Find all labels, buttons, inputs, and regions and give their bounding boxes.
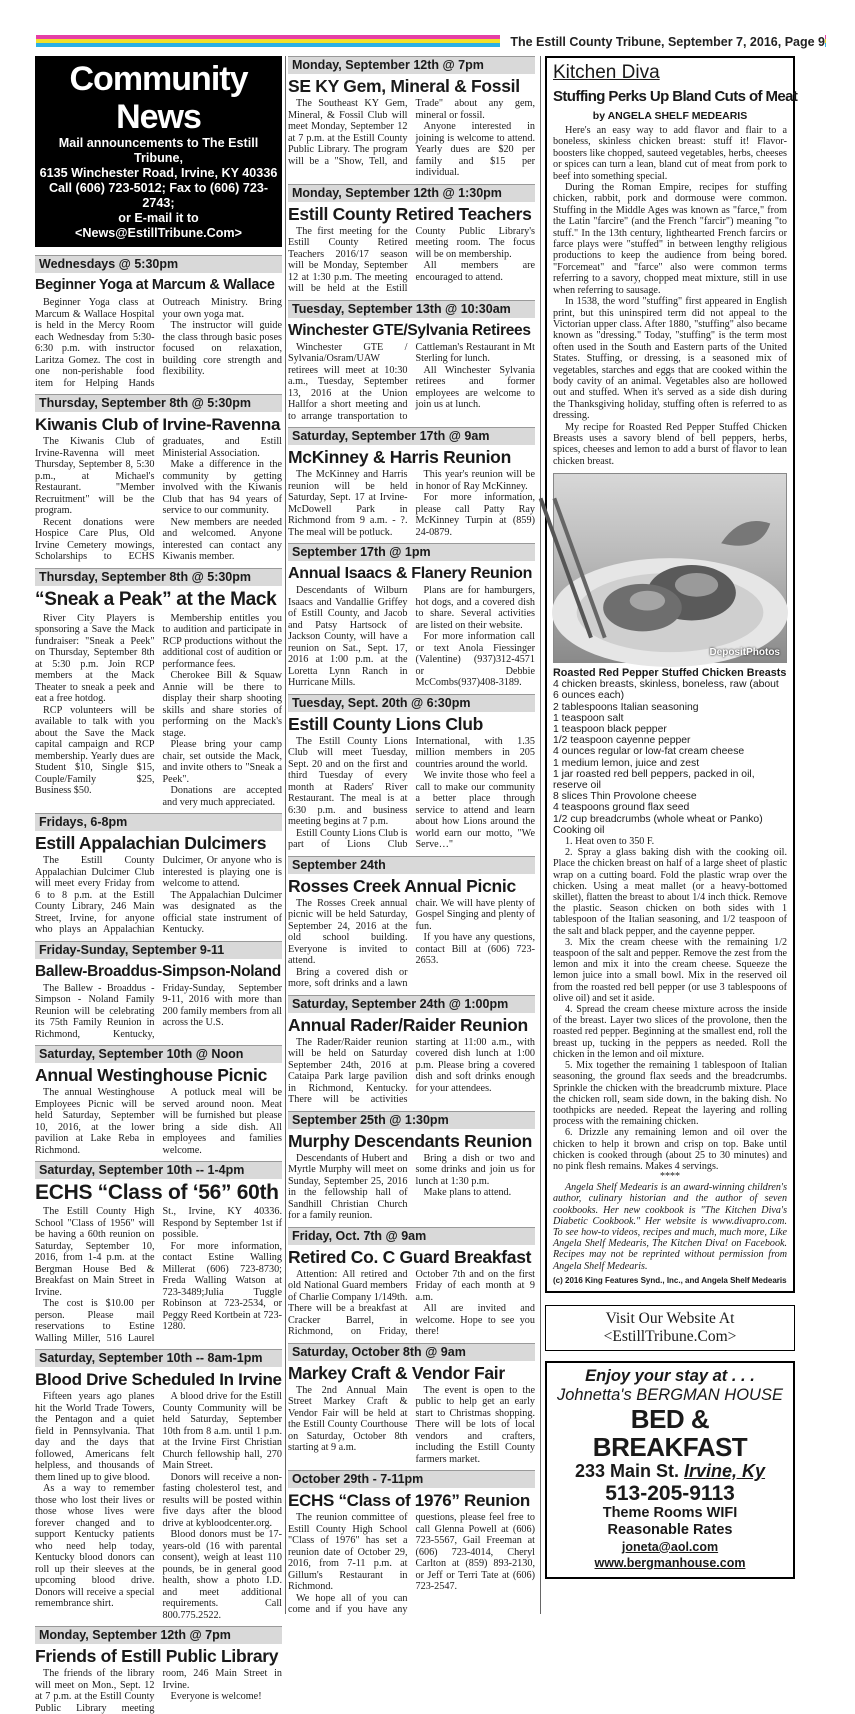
- community-news-title: Community News: [69, 60, 248, 136]
- contact-line: 6135 Winchester Road, Irvine, KY 40336: [39, 166, 278, 180]
- announcement-paragraph: All members are encouraged to attend.: [415, 260, 535, 283]
- announcement-headline: SE KY Gem, Mineral & Fossil: [288, 76, 520, 96]
- announcement: [35, 568, 282, 809]
- ingredient-item: Cooking oil: [553, 824, 605, 836]
- announcement: [288, 1111, 535, 1222]
- website-ad-line: Visit Our Website At: [605, 1309, 735, 1327]
- announcement-body: [288, 585, 535, 689]
- ingredient-item: 1 medium lemon, juice and zest: [553, 757, 700, 769]
- ingredient-item: 1 teaspoon salt: [553, 712, 624, 724]
- announcement-headline: Estill Appalachian Dulcimers: [35, 833, 267, 853]
- announcement-date: Saturday, October 8th @ 9am: [288, 1343, 535, 1361]
- announcement-date: Thursday, September 8th @ 5:30pm: [35, 568, 282, 586]
- announcement-paragraph: Winchester GTE / Sylvania/Osram/UAW retirees will meet at 10:30 a.m., Tuesday, September 13, 2016 at the Union Hallfor a short meeting and to arrange transportation to Cattleman's Restaurant in Mt Sterling for lunch.: [288, 341, 535, 422]
- bnb-phone: 513-205-9113: [605, 1481, 735, 1505]
- announcement-headline: ECHS “Class of 1976” Reunion: [288, 1491, 530, 1510]
- bnb-tagline: Enjoy your stay at . . .: [585, 1366, 755, 1385]
- contact-line: Mail announcements to The Estill Tribune,: [58, 136, 259, 165]
- intro-paragraph: During the Roman Empire, recipes for stuffing chicken, rabbit, pork and dormouse were common. Stuffing in the Middle Ages was known as "farce," from the Latin "farcire" (and the French "farcir") meaning "to stuff." In the 13th century, lighthearted French farcirs or farce plays were "stuffed" in between lengthy religious productions to keep the audience from being bored. "Forcemeat" and "farce" also were common terms referring to a savory, chopped meat mixture, still in use when referring to sausage.: [553, 182, 787, 296]
- author-bio: Angela Shelf Medearis is an award-winning children's author, culinary historian and the author of seven cookbooks. Her new cookbook is "The Kitchen Diva's Diabetic Cookbook." Her website is www.divapro.com. To see how-to videos, recipes and much, much more, Like Angela Shelf Medearis, The Kitchen Diva! on Facebook. Recipes may not be reprinted without permission from Angela Shelf Medearis.: [553, 1182, 787, 1272]
- announcement-paragraph: The instructor will guide the class through basic poses focused on relaxation, building core strength and flexibility.: [162, 320, 282, 377]
- announcement: [288, 1343, 535, 1466]
- announcement: [35, 255, 282, 389]
- announcement-paragraph: The annual Westinghouse Employees Picnic will be held Saturday, September 10, 2016, at the lower pavilion at Lake Reba in Richmond.: [35, 1087, 155, 1156]
- announcement-paragraph: For more information call or text Anola Fiessinger (Valentine) (937)312-4571 or Debbie McCombs(937)408-3189.: [415, 631, 535, 688]
- announcement-body: [288, 98, 535, 179]
- bnb-feature: Theme Rooms WIFI: [602, 1504, 738, 1521]
- announcement-paragraph: The event is open to the public to help get an early start to Christmas shopping. There will be lots of local vendors and crafters, including the Estill County farmers market.: [415, 1384, 535, 1465]
- announcement-paragraph: The Rosses Creek annual picnic will be held Saturday, September 24, 2016 at the old school building. Everyone is invited to attend.: [288, 897, 408, 966]
- kitchen-diva-title: Kitchen Diva: [553, 62, 660, 83]
- announcement-paragraph: The Estill County Appalachian Dulcimer Club will meet every Friday from 6 to 8 p.m. at the Estill County Library, 246 Main Street, Irvine, for anyone who plays an Appalachian Dulcimer, Or anyone who is interested is playing one is welcome to attend.: [35, 855, 282, 935]
- announcement-paragraph: We hope all of you can come and if you have any questions, please feel free to call Glenna Powell at (606) 723-5567, Gail Freeman at (606) 723-4014, Cheryl Carlton at (859) 893-2130, or Jeff or Terri Tate at (606) 723-2547.: [288, 1512, 535, 1615]
- kitchen-diva-box: [545, 56, 798, 1293]
- announcement-headline: Annual Westinghouse Picnic: [35, 1065, 268, 1085]
- bed-breakfast-ad: [545, 1361, 795, 1579]
- announcement-paragraph: New members are needed and welcomed. Anyone interested can contact any Kiwanis member.: [162, 516, 282, 562]
- announcement-paragraph: River City Players is sponsoring a Save the Mack fundraiser: "Sneak a Peek" on Thursday, September 8th at 5:30 p.m. Join RCP members at the Mack Theater to sneak a peek and eat a free hotdog.: [35, 612, 155, 704]
- announcement-date: Saturday, September 10th -- 1-4pm: [35, 1161, 282, 1179]
- announcement-paragraph: All Winchester Sylvania retirees and former employees are welcome to join us at lunch.: [415, 364, 535, 410]
- announcement-body: [35, 613, 282, 809]
- announcement-body: [288, 1037, 535, 1106]
- announcement-paragraph: Bring a dish or two and some drinks and join us for lunch at 1:30 p.m.: [415, 1152, 535, 1187]
- announcement-paragraph: Membership entitles you to audition and participate in RCP productions without the additional cost of audition or performance fees.: [162, 612, 282, 670]
- announcement-date: October 29th - 7-11pm: [288, 1470, 535, 1488]
- announcement-paragraph: Fifteen years ago planes hit the World Trade Towers, the Pentagon and a quiet field in Pennsylvania. That day and the days that followed, Americans felt helpless, and thousands of them lined up to give blood.: [35, 1391, 155, 1483]
- announcement: [288, 1470, 535, 1616]
- ingredient-item: 4 chicken breasts, skinless, boneless, raw (about 6 ounces each): [553, 679, 779, 702]
- announcement-paragraph: Make a difference in the community by getting involved with the Kiwanis Club that has 94 years of service to our community.: [162, 459, 282, 516]
- announcement-headline: Estill County Lions Club: [288, 713, 484, 734]
- ingredient-item: 8 slices Thin Provolone cheese: [553, 791, 697, 803]
- announcement-body: [288, 1385, 535, 1466]
- announcement-date: Thursday, September 8th @ 5:30pm: [35, 394, 282, 412]
- announcement-headline: Rosses Creek Annual Picnic: [288, 875, 516, 896]
- announcement-paragraph: Estill County Lions Club is part of Lions Club International, with 1.35 million members in 205 countries around the world.: [288, 735, 535, 850]
- announcement-body: [288, 1153, 535, 1222]
- announcement-paragraph: For more information, please call Patty Ray McKinney Turpin at (859) 24-0879.: [415, 492, 535, 538]
- announcement: [35, 941, 282, 1041]
- ingredient-item: 2 tablespoons Italian seasoning: [553, 701, 699, 713]
- announcement-paragraph: A blood drive for the Estill County Community will be held Saturday, September 10th from 8 a.m. until 1 p.m. at the Irvine First Christian Church fellowship hall, 270 Main Street.: [162, 1391, 282, 1471]
- announcement: [35, 394, 282, 563]
- announcement: [35, 1161, 282, 1344]
- announcement-paragraph: Everyone is welcome!: [170, 1691, 262, 1702]
- announcement-date: Fridays, 6-8pm: [35, 813, 282, 831]
- announcement-paragraph: As a way to remember those who lost their lives or those whose lives were forever changed and to support Kentucky patients who need help today, Kentucky blood donors can roll up their sleeves at the upcoming blood drive. Donors will receive a special remembrance shirt.: [35, 1483, 155, 1609]
- contact-line: or E-mail it to <News@EstillTribune.Com>: [75, 211, 242, 240]
- ingredient-item: 1 teaspoon black pepper: [553, 724, 667, 735]
- ingredient-item: 4 ounces regular or low-fat cream cheese: [553, 746, 745, 758]
- announcement-paragraph: The Kiwanis Club of Irvine-Ravenna will meet Thursday, September 8, 5:30 p.m., at Michael's Restaurant. "Member Recruitment" will be the program.: [35, 436, 155, 516]
- announcement: [288, 856, 535, 990]
- recipe-step: 2. Spray a glass baking dish with the cooking oil. Place the chicken breast on half of a large sheet of plastic wrap on a cutting board. Fold the plastic wrap over the chicken. Using a meat mallet (or a heavy-bottomed skillet), flatten the breast to about 1/4 inch thick. Remove the plastic. Season chicken on both sides with 1 tablespoon of the Italian seasoning, and 1/2 teaspoon of the salt and black pepper, and the cayenne pepper.: [553, 847, 787, 937]
- announcement-paragraph: We invite those who feel a call to make our community a better place through service to attend and learn about how Lions around the world earn our motto, "We Serve…": [415, 770, 535, 850]
- community-news-box: [35, 56, 282, 247]
- contact-line: Call (606) 723-5012; Fax to (606) 723-2743;: [48, 181, 269, 210]
- announcement-paragraph: The Appalachian Dulcimer was designated as the official state instrument of Kentucky.: [162, 889, 282, 935]
- announcement-body: [35, 1206, 282, 1344]
- announcement-headline: Kiwanis Club of Irvine-Ravenna: [35, 415, 281, 434]
- announcement-paragraph: The first meeting for the Estill County Retired Teachers 2016/17 season will be Monday, September 12 at 1:30 p.m. The meeting will be held at the Estill County Public Library's meeting room. The focus will be on membership.: [288, 225, 535, 294]
- announcement-paragraph: The Rader/Raider reunion will be held on Saturday September 24th, 2016 at Cataipa Park large pavilion in Richmond, Kentucky. There will be activities starting at 11:00 a.m., with covered dish lunch at 1:00 p.m. Please bring a covered dish and soft drinks enough for your attendees.: [288, 1036, 535, 1105]
- announcement-paragraph: For more information, contact Estine Walling Millerat (606) 723-8730; Freda Walling Watson at 723-3489;Julia Tuggle Robinson at 723-2534, or Peggy Reed Kortbein at 723-1280.: [162, 1240, 282, 1332]
- announcement-headline: Winchester GTE/Sylvania Retirees: [288, 321, 531, 339]
- announcement-date: Friday, Oct. 7th @ 9am: [288, 1227, 535, 1245]
- column-divider: [540, 56, 541, 1614]
- announcement-headline: ECHS “Class of ‘56” 60th: [35, 1181, 279, 1204]
- chicken-dish-photo: [553, 473, 787, 663]
- announcement-paragraph: Attention: All retired and old National Guard members of Charlie Company 1/149th. There will be a breakfast at Cracker Barrel, in Richmond, on Friday, October 7th and on the first Friday of each month at 9 a.m.: [288, 1268, 535, 1337]
- announcement-headline: Murphy Descendants Reunion: [288, 1130, 533, 1151]
- copyright: (c) 2016 King Features Synd., Inc., and Angela Shelf Medearis: [553, 1275, 787, 1285]
- announcement-body: [35, 436, 282, 563]
- column-3: [545, 56, 798, 1614]
- announcement-date: Saturday, September 10th @ Noon: [35, 1045, 282, 1063]
- announcement-paragraph: A potluck meal will be served around noon. Meat will be furnished but please bring a side dish. All employees and families welcome.: [162, 1087, 282, 1156]
- ingredient-item: 1/2 teaspoon cayenne pepper: [553, 735, 691, 747]
- announcement-paragraph: Bring a covered dish or more, soft drinks and a lawn chair. We will have plenty of Gospel Singing and plenty of fun.: [288, 897, 535, 989]
- announcement-paragraph: The 2nd Annual Main Street Markey Craft & Vendor Fair will be held at the Estill County Courthouse on Saturday, October 8th starting at 9 a.m.: [288, 1384, 408, 1453]
- bnb-contact-links[interactable]: joneta@aol.com www.bergmanhouse.com: [594, 1539, 746, 1570]
- column-1: [35, 56, 282, 1714]
- announcement-paragraph: This year's reunion will be in honor of Ray McKinney.: [415, 469, 535, 492]
- announcement-date: Saturday, September 17th @ 9am: [288, 427, 535, 445]
- announcement: [288, 427, 535, 538]
- bnb-city: Irvine, Ky: [684, 1460, 766, 1481]
- announcement: [288, 300, 535, 423]
- announcement: [288, 995, 535, 1106]
- announcement-body: [35, 983, 282, 1041]
- announcement-paragraph: Blood donors must be 17-years-old (16 with parental consent), weigh at least 110 pounds, be in general good health, show a photo I.D. and meet additional requirements. Call 800.775.2522.: [162, 1529, 282, 1621]
- announcement-paragraph: RCP volunteers will be available to talk with you about the Save the Mack capital campaign and RCP membership. Yearly dues are Student $10, Single $15, Couple/Family $25, Business $50.: [35, 704, 155, 796]
- announcement-headline: Ballew-Broaddus-Simpson-Noland: [35, 962, 281, 980]
- ingredient-item: 4 teaspoons ground flax seed: [553, 802, 690, 814]
- announcement-body: [35, 1668, 282, 1714]
- recipe-step: 1. Heat oven to 350 F.: [565, 836, 655, 848]
- announcement: [288, 184, 535, 295]
- column-2: [288, 56, 535, 1614]
- announcement-body: [288, 898, 535, 990]
- announcement-headline: Blood Drive Scheduled In Irvine: [35, 1370, 282, 1389]
- announcement: [288, 694, 535, 851]
- announcement-date: Wednesdays @ 5:30pm: [35, 255, 282, 273]
- announcement: [35, 1045, 282, 1156]
- announcement-body: [35, 855, 282, 936]
- announcement-headline: Estill County Retired Teachers: [288, 203, 532, 224]
- announcement: [288, 543, 535, 689]
- announcement-date: September 24th: [288, 856, 535, 874]
- announcement: [35, 1349, 282, 1621]
- ingredient-item: 1/2 cup breadcrumbs (whole wheat or Panko): [553, 813, 763, 825]
- photo-illustration: [554, 474, 786, 662]
- announcement-paragraph: Make plans to attend.: [423, 1187, 512, 1198]
- announcement-paragraph: The McKinney and Harris reunion will be held Saturday, Sept. 17 at Irvine-McDowell Park in Richmond from 9 a.m. - ?. The meal will be potluck.: [288, 469, 408, 538]
- announcement-headline: Annual Isaacs & Flanery Reunion: [288, 565, 533, 582]
- announcement-paragraph: Donors will receive a non-fasting cholesterol test, and results will be posted within five days after the blood drive at kybloodcenter.org.: [162, 1471, 282, 1529]
- intro-paragraph: Here's an easy way to add flavor and flair to a boneless, skinless chicken breast: stuff it! Flavor-boosters like chopped, sauteed vegetables, herbs, cheeses or spices can turn a lean, bland cut of meat from pork to beef into something special.: [553, 125, 787, 182]
- website-ad: [545, 1305, 795, 1351]
- col1-announcements: [35, 255, 282, 1714]
- announcement-body: [288, 1269, 535, 1338]
- announcement-date: Tuesday, September 13th @ 10:30am: [288, 300, 535, 318]
- announcement: [288, 56, 535, 179]
- announcement-headline: Beginner Yoga at Marcum & Wallace: [35, 277, 275, 293]
- announcement: [288, 1227, 535, 1338]
- announcement-paragraph: Cherokee Bill & Squaw Annie will be there to display their sharp shooting skills and share stories of performing on the Mack's stage.: [162, 670, 282, 739]
- announcement-date: Monday, September 12th @ 1:30pm: [288, 184, 535, 202]
- kitchen-diva-headline: Stuffing Perks Up Bland Cuts of Meat: [553, 88, 798, 105]
- announcement-paragraph: If you have any questions, contact Bill at (606) 723-2653.: [415, 932, 535, 966]
- recipe-step: 6. Drizzle any remaining lemon and oil over the chicken to help it brown and crisp on top. Bake until chicken is cooked through (about 25 to 30 minutes) and no pink flesh remains. Makes 4 servings.: [553, 1127, 787, 1172]
- announcement-body: [35, 1087, 282, 1156]
- announcement-headline: “Sneak a Peak” at the Mack: [35, 588, 277, 610]
- bnb-street: 233 Main St.: [574, 1460, 679, 1481]
- page-header: The Estill County Tribune, September 7, 2016, Page 9: [500, 35, 825, 49]
- announcement-date: Monday, September 12th @ 7pm: [288, 56, 535, 74]
- intro-paragraph: In 1538, the word "stuffing" first appeared in English print, but this uninspired term did not appeal to the Victorian upper class. After 1880, "stuffing" also became known as "dressing." Today, "stuffing" is the term most often used in the South and Eastern parts of the United States. Stuffing, or dressing, is a seasoned mix of vegetables, starches and eggs that are cooked within the body cavity of an animal. Vegetables also are hollowed out and stuffed. When it's served as a side dish during the Thanksgiving holiday, stuffing often is referred to as dressing.: [553, 296, 787, 422]
- bnb-address: [551, 1461, 789, 1482]
- column-divider: [285, 56, 286, 1614]
- col2-announcements: [288, 56, 535, 1616]
- kitchen-intro: [553, 125, 787, 467]
- announcement: [35, 813, 282, 936]
- bnb-title: BED & BREAKFAST: [592, 1403, 748, 1462]
- announcement-paragraph: Anyone interested in joining is welcome to attend. Yearly dues are $20 per family and $15 per individual.: [415, 121, 535, 178]
- announcement-paragraph: The friends of the library will meet on Mon., Sept. 12 at 7 p.m. at the Estill County Public Library meeting room, 246 Main Street in Irvine.: [35, 1668, 282, 1714]
- announcement-paragraph: Beginner Yoga class at Marcum & Wallace Hospital is held in the Mercy Room each Wednesday from 5:30-6:30 p.m. with instructor Laritza Gomez. The cost in one non-perishable food item for Helping Hands Outreach Ministry. Bring your own yoga mat.: [35, 297, 282, 389]
- announcement-date: Tuesday, Sept. 20th @ 6:30pm: [288, 694, 535, 712]
- announcement-paragraph: The cost is $10.00 per person. Please mail reservations to Estine Walling Miller, 516 Laurel St., Irvine, KY 40336. Respond by September 1st if possible.: [35, 1206, 282, 1344]
- bnb-name: Johnetta's BERGMAN HOUSE: [557, 1385, 783, 1404]
- announcement-headline: Markey Craft & Vendor Fair: [288, 1362, 505, 1383]
- section-stars: ****: [660, 1171, 680, 1183]
- announcement-paragraph: Donations are accepted and very much appreciated.: [162, 785, 282, 808]
- website-ad-url[interactable]: <EstillTribune.Com>: [603, 1327, 737, 1345]
- announcement-date: Saturday, September 10th -- 8am-1pm: [35, 1349, 282, 1367]
- intro-paragraph: My recipe for Roasted Red Pepper Stuffed Chicken Breasts uses a savory blend of bell peppers, herbs, spices, cheeses and lemon to add a burst of flavor to lean chicken breast.: [553, 421, 787, 467]
- ingredient-item: 1 jar roasted red bell peppers, packed in oil, reserve oil: [553, 768, 755, 792]
- announcement-paragraph: The Estill County High School "Class of 1956" will be having a 60th reunion on Saturday, September 10, 2016, from 1-4 p.m. at the Bergman House Bed & Breakfast on Main Street in Irvine.: [35, 1206, 155, 1298]
- recipe-steps: [553, 836, 787, 1172]
- announcement-paragraph: The Estill County Lions Club will meet Tuesday, Sept. 20 and on the first and third Tuesday of every month at Raders' River Restaurant. The meal is at 6:30 p.m. and business meeting begins at 7 p.m.: [288, 735, 408, 827]
- announcement-paragraph: Plans are for hamburgers, hot dogs, and a covered dish to share. Several activities are listed on their website.: [415, 585, 535, 631]
- announcement-headline: McKinney & Harris Reunion: [288, 447, 511, 467]
- recipe-step: 4. Spread the cream cheese mixture across the inside of the breast. Layer two slices of the provolone, then the roasted red pepper. Beginning at the smallest end, roll the breast up, tucking in the peppers as needed. Roll the chicken in the lemon and oil mixture.: [553, 1004, 787, 1060]
- announcement-date: Monday, September 12th @ 7pm: [35, 1626, 282, 1644]
- announcement-body: [35, 1391, 282, 1621]
- announcement-date: Friday-Sunday, September 9-11: [35, 941, 282, 959]
- announcement-paragraph: The Southeast KY Gem, Mineral, & Fossil Club will meet Monday, September 12 at 7 p.m. at the Estill County Public Library. The program will be a "Show, Tell, and Trade" about any gem, mineral or fossil.: [288, 98, 535, 167]
- announcement-paragraph: Please bring your camp chair, set outside the Mack, and invite others to "Sneak a Peek".: [162, 739, 282, 785]
- announcement-paragraph: All are invited and welcome. Hope to see you there!: [415, 1303, 535, 1337]
- announcement-body: [288, 736, 535, 851]
- recipe-step: 3. Mix the cream cheese with the remaining 1/2 teaspoon of the salt and pepper. Remove the zest from the lemon and mix it into the cream cheese. Squeeze the lemon juice into a small bowl. Mix in the reserved oil from the roasted red bell pepper (or use 3 tablespoons of olive oil) and set it aside.: [553, 936, 787, 1004]
- announcement-body: [35, 297, 282, 389]
- announcement-body: [288, 226, 535, 295]
- byline: by ANGELA SHELF MEDEARIS: [592, 110, 748, 122]
- announcement-paragraph: The Ballew - Broaddus - Simpson - Noland Family Reunion will be celebrating its 75th Family Reunion in Richmond, Kentucky, Friday-Sunday, September 9-11, 2016 with more than 200 family members from all across the U.S.: [35, 982, 282, 1040]
- announcement-body: [288, 342, 535, 423]
- announcement-paragraph: Descendants of Wilburn Isaacs and Vandallie Griffey of Estill County, and Jacob and Patsy Hartsock of Jackson County, will have a reunion on Sat., Sept. 17, 2016 at 1:00 p.m. at the Loretta Lynn Ranch in Hurricane Mills.: [288, 585, 408, 688]
- announcement-headline: Retired Co. C Guard Breakfast: [288, 1246, 532, 1267]
- announcement-headline: Annual Rader/Raider Reunion: [288, 1014, 528, 1035]
- announcement-date: September 17th @ 1pm: [288, 543, 535, 561]
- announcement: [35, 1626, 282, 1714]
- announcement-paragraph: Recent donations were Hospice Care Plus, Old Irvine Cemetery mowings, Scholarships to ECHS graduates, and Estill Ministerial Association.: [35, 436, 282, 562]
- announcement-date: September 25th @ 1:30pm: [288, 1111, 535, 1129]
- announcement-paragraph: The reunion committee of Estill County High School "Class of 1976" has set a reunion date of October 29, 2016, from 7-11 p.m. at Gillum's Restaurant in Richmond.: [288, 1512, 408, 1592]
- announcement-body: [288, 469, 535, 538]
- recipe-title: Roasted Red Pepper Stuffed Chicken Breasts: [553, 667, 787, 680]
- announcement-body: [288, 1512, 535, 1616]
- announcement-date: Saturday, September 24th @ 1:00pm: [288, 995, 535, 1013]
- photo-credit: DepositPhotos: [709, 647, 780, 659]
- announcement-paragraph: Descendants of Hubert and Myrtle Murphy will meet on Sunday, September 25, 2016 in the fellowship hall of Sandhill Christian Church for a family reunion.: [288, 1152, 408, 1221]
- ingredients-list: [553, 679, 787, 836]
- recipe-step: 5. Mix together the remaining 1 tablespoon of Italian seasoning, the ground flax seeds and the breadcrumbs. Sprinkle the chicken with the breadcrumb mixture. Place the chicken roll, seam side down, in the baking dish. No toothpicks are needed. Repeat the layering and rolling process with the remaining chicken.: [553, 1060, 787, 1128]
- bnb-rates: Reasonable Rates: [607, 1521, 733, 1538]
- announcement-headline: Friends of Estill Public Library: [35, 1646, 279, 1666]
